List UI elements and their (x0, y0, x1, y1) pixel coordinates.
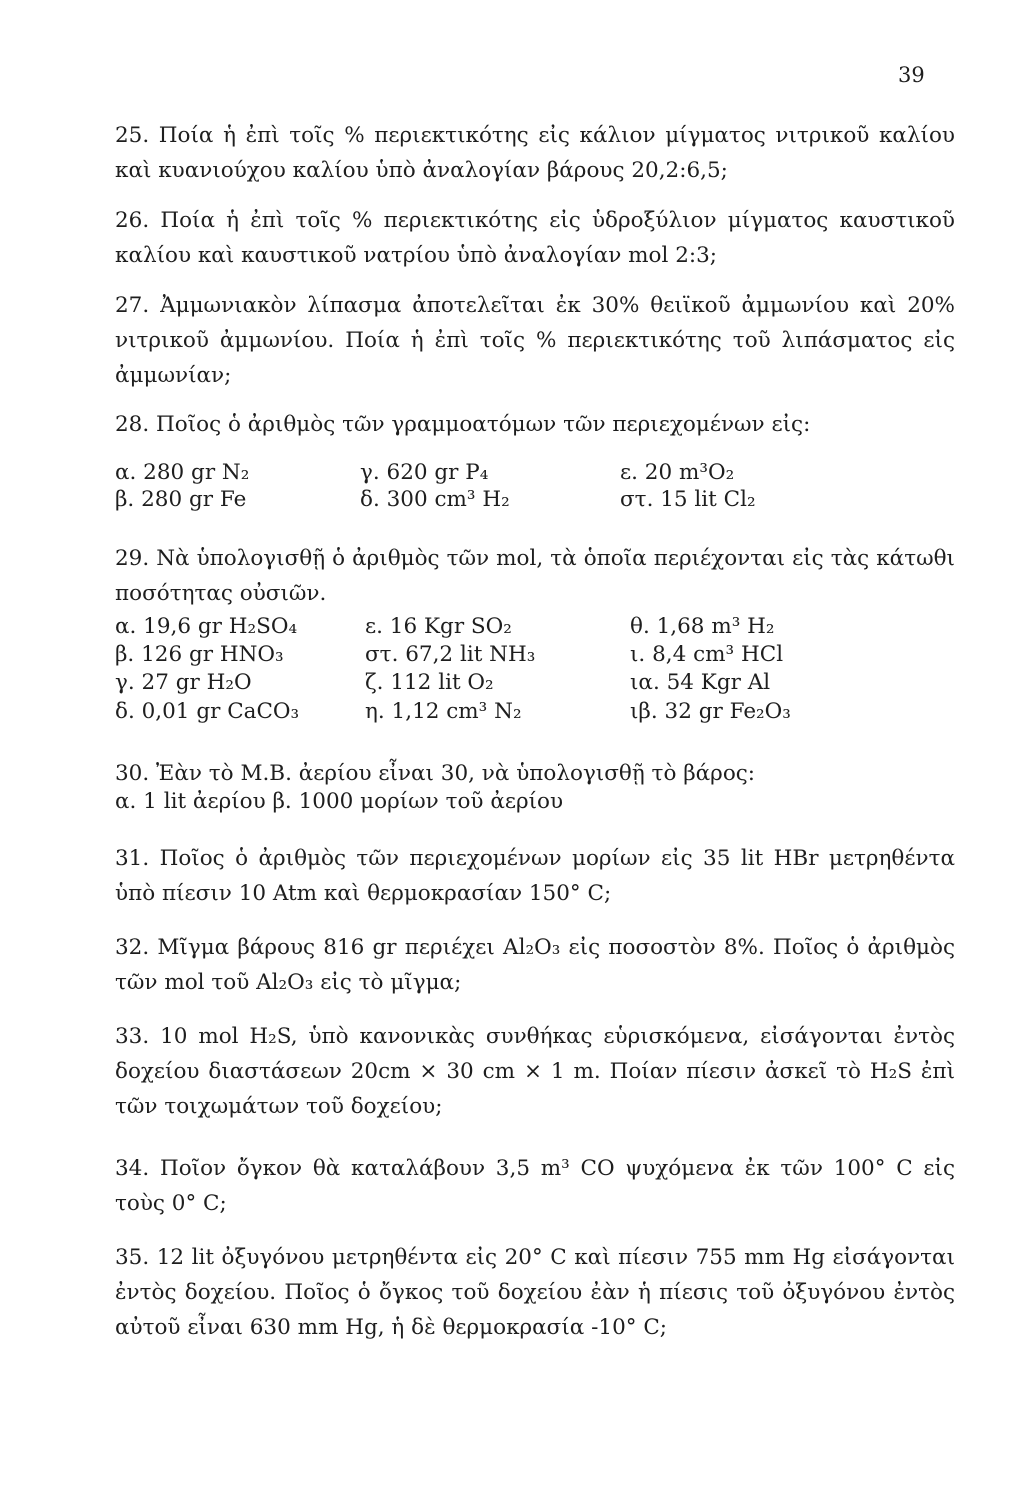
problem-28-row (115, 482, 960, 517)
list-item: ια. 54 Kgr Al (630, 670, 771, 695)
problem-28: 28. Ποῖος ὁ ἀριθμὸς τῶν γραμμοατόμων τῶν περιεχομένων εἰς: (115, 412, 811, 437)
page-number: 39 (898, 63, 925, 87)
problem-27: 27. Ἀμμωνιακὸν λίπασμα ἀποτελεῖται ἐκ 30% θειϊκοῦ ἀμμωνίου καὶ 20% νιτρικοῦ ἀμμωνίου. Ποία ἡ ἐπὶ τοῖς % περιεκτικότης τοῦ λιπάσματος εἰς ἀμμωνίαν; (115, 293, 955, 388)
list-item: β. 126 gr HNO₃ (115, 642, 284, 667)
problem-30-items: α. 1 lit ἀερίου β. 1000 μορίων τοῦ ἀερίου (115, 789, 564, 814)
problem-34: 34. Ποῖον ὄγκον θὰ καταλάβουν 3,5 m³ CO ψυχόμενα ἐκ τῶν 100° C εἰς τοὺς 0° C; (115, 1156, 955, 1216)
list-item: ε. 20 m³O₂ (620, 460, 735, 485)
problem-35: 35. 12 lit ὀξυγόνου μετρηθέντα εἰς 20° C καὶ πίεσιν 755 mm Hg εἰσάγονται ἐντὸς δοχείου. Ποῖος ὁ ὄγκος τοῦ δοχείου ἐὰν ἡ πίεσις τοῦ ὀξυγόνου ἐντὸς αὐτοῦ εἶναι 630 mm Hg, ἡ δὲ θερμοκρασία -10° C; (115, 1245, 955, 1340)
problem-31: 31. Ποῖος ὁ ἀριθμὸς τῶν περιεχομένων μορίων εἰς 35 lit HBr μετρηθέντα ὑπὸ πίεσιν 10 Atm καὶ θερμοκρασίαν 150° C; (115, 846, 955, 906)
problem-29: 29. Νὰ ὑπολογισθῇ ὁ ἀριθμὸς τῶν mol, τὰ ὁποῖα περιέχονται εἰς τὰς κάτωθι ποσότητας οὐσιῶν. (115, 546, 955, 606)
list-item: ιβ. 32 gr Fe₂O₃ (630, 699, 791, 724)
list-item: α. 280 gr N₂ (115, 460, 250, 485)
list-item: α. 19,6 gr H₂SO₄ (115, 614, 298, 639)
list-item: ε. 16 Kgr SO₂ (365, 614, 512, 639)
list-item: στ. 67,2 lit NH₃ (365, 642, 536, 667)
list-item: γ. 620 gr P₄ (360, 460, 489, 485)
problem-30: 30. Ἐὰν τὸ Μ.Β. ἀερίου εἶναι 30, νὰ ὑπολογισθῇ τὸ βάρος: (115, 761, 756, 786)
problem-32: 32. Μῖγμα βάρους 816 gr περιέχει Al₂O₃ εἰς ποσοστὸν 8%. Ποῖος ὁ ἀριθμὸς τῶν mol τοῦ Al₂O₃ εἰς τὸ μῖγμα; (115, 935, 955, 995)
list-item: ι. 8,4 cm³ HCl (630, 642, 784, 667)
list-item: θ. 1,68 m³ H₂ (630, 614, 775, 639)
problem-33: 33. 10 mol H₂S, ὑπὸ κανονικὰς συνθήκας εὑρισκόμενα, εἰσάγονται ἐντὸς δοχείου διαστάσεων 20cm × 30 cm × 1 m. Ποίαν πίεσιν ἀσκεῖ τὸ H₂S ἐπὶ τῶν τοιχωμάτων τοῦ δοχείου; (115, 1024, 955, 1119)
list-item: δ. 300 cm³ H₂ (360, 487, 510, 512)
problem-25: 25. Ποία ἡ ἐπὶ τοῖς % περιεκτικότης εἰς κάλιον μίγματος νιτρικοῦ καλίου καὶ κυανιούχου καλίου ὑπὸ ἀναλογίαν βάρους 20,2:6,5; (115, 123, 955, 183)
list-item: ζ. 112 lit O₂ (365, 670, 494, 695)
list-item: γ. 27 gr H₂O (115, 670, 252, 695)
problem-29-row (115, 694, 960, 729)
list-item: δ. 0,01 gr CaCO₃ (115, 699, 300, 724)
list-item: η. 1,12 cm³ N₂ (365, 699, 522, 724)
list-item: β. 280 gr Fe (115, 487, 247, 512)
problem-26: 26. Ποία ἡ ἐπὶ τοῖς % περιεκτικότης εἰς ὑδροξύλιον μίγματος καυστικοῦ καλίου καὶ καυστικοῦ νατρίου ὑπὸ ἀναλογίαν mol 2:3; (115, 208, 955, 268)
list-item: στ. 15 lit Cl₂ (620, 487, 756, 512)
